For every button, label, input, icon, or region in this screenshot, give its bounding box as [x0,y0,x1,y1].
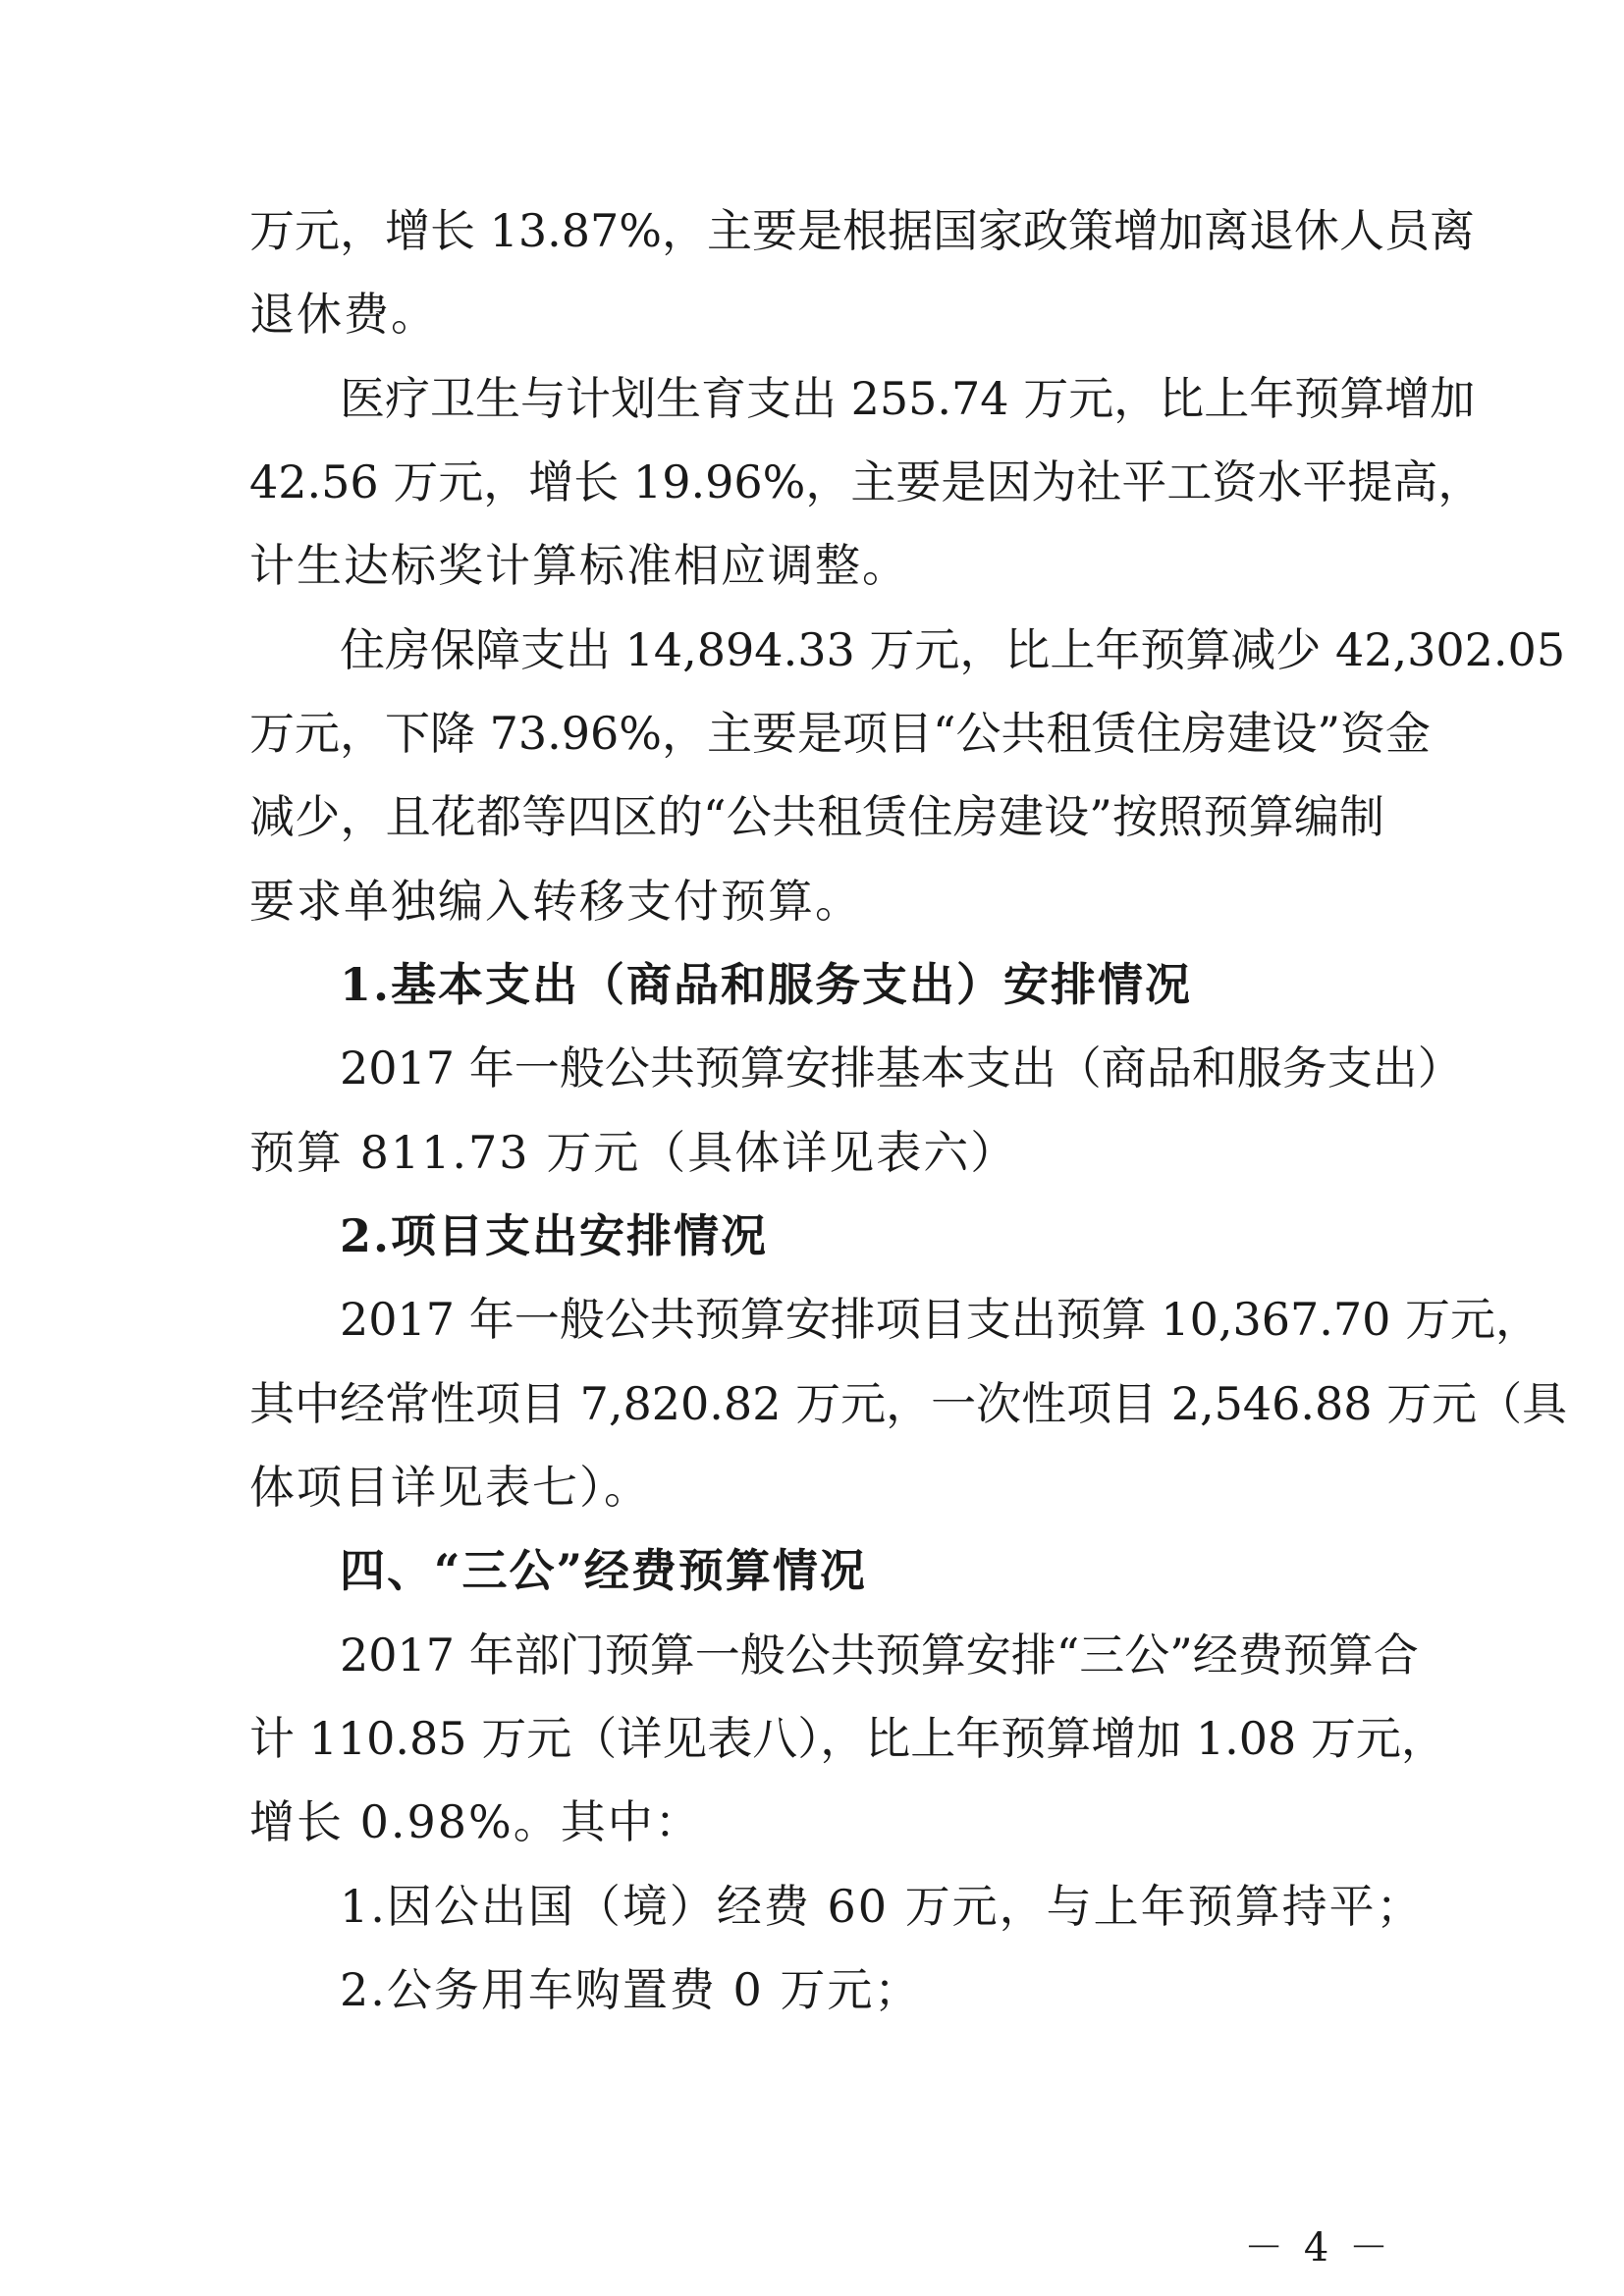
text-line: 2017 年一般公共预算安排基本支出（商品和服务支出） [340,1041,1463,1095]
text-line: 住房保障支出 14,894.33 万元，比上年预算减少 42,302.05 [340,623,1566,676]
text-line: 1.因公出国（境）经费 60 万元，与上年预算持平； [340,1880,1424,1933]
text-line: 2.公务用车购置费 0 万元； [340,1963,922,2016]
text-line: 减少，且花都等四区的“公共租赁住房建设”按照预算编制 [249,790,1384,843]
text-line: 万元，增长 13.87%，主要是根据国家政策增加离退休人员离 [249,204,1476,257]
text-line: 计 110.85 万元（详见表八），比上年预算增加 1.08 万元， [249,1712,1446,1765]
page-number: － 4 － [1244,2225,1392,2270]
text-line: 万元，下降 73.96%，主要是项目“公共租赁住房建设”资金 [249,707,1432,760]
text-line: 计生达标奖计算标准相应调整。 [249,539,909,592]
text-line: 预算 811.73 万元（具体详见表六） [249,1126,1018,1179]
text-line: 增长 0.98%。其中： [249,1795,702,1848]
text-line: 其中经常性项目 7,820.82 万元，一次性项目 2,546.88 万元（具 [249,1377,1568,1430]
text-line: 体项目详见表七）。 [249,1461,651,1514]
text-line: 2017 年一般公共预算安排项目支出预算 10,367.70 万元， [340,1293,1542,1346]
section-heading: 2.项目支出安排情况 [340,1209,769,1262]
section-heading: 1.基本支出（商品和服务支出）安排情况 [340,958,1193,1011]
text-line: 医疗卫生与计划生育支出 255.74 万元，比上年预算增加 [340,372,1476,425]
text-line: 42.56 万元，增长 19.96%，主要是因为社平工资水平提高， [249,455,1484,508]
section-heading: 四、“三公”经费预算情况 [340,1544,867,1597]
text-line: 退休费。 [249,288,438,341]
text-line: 要求单独编入转移支付预算。 [249,875,862,928]
text-line: 2017 年部门预算一般公共预算安排“三公”经费预算合 [340,1629,1419,1682]
